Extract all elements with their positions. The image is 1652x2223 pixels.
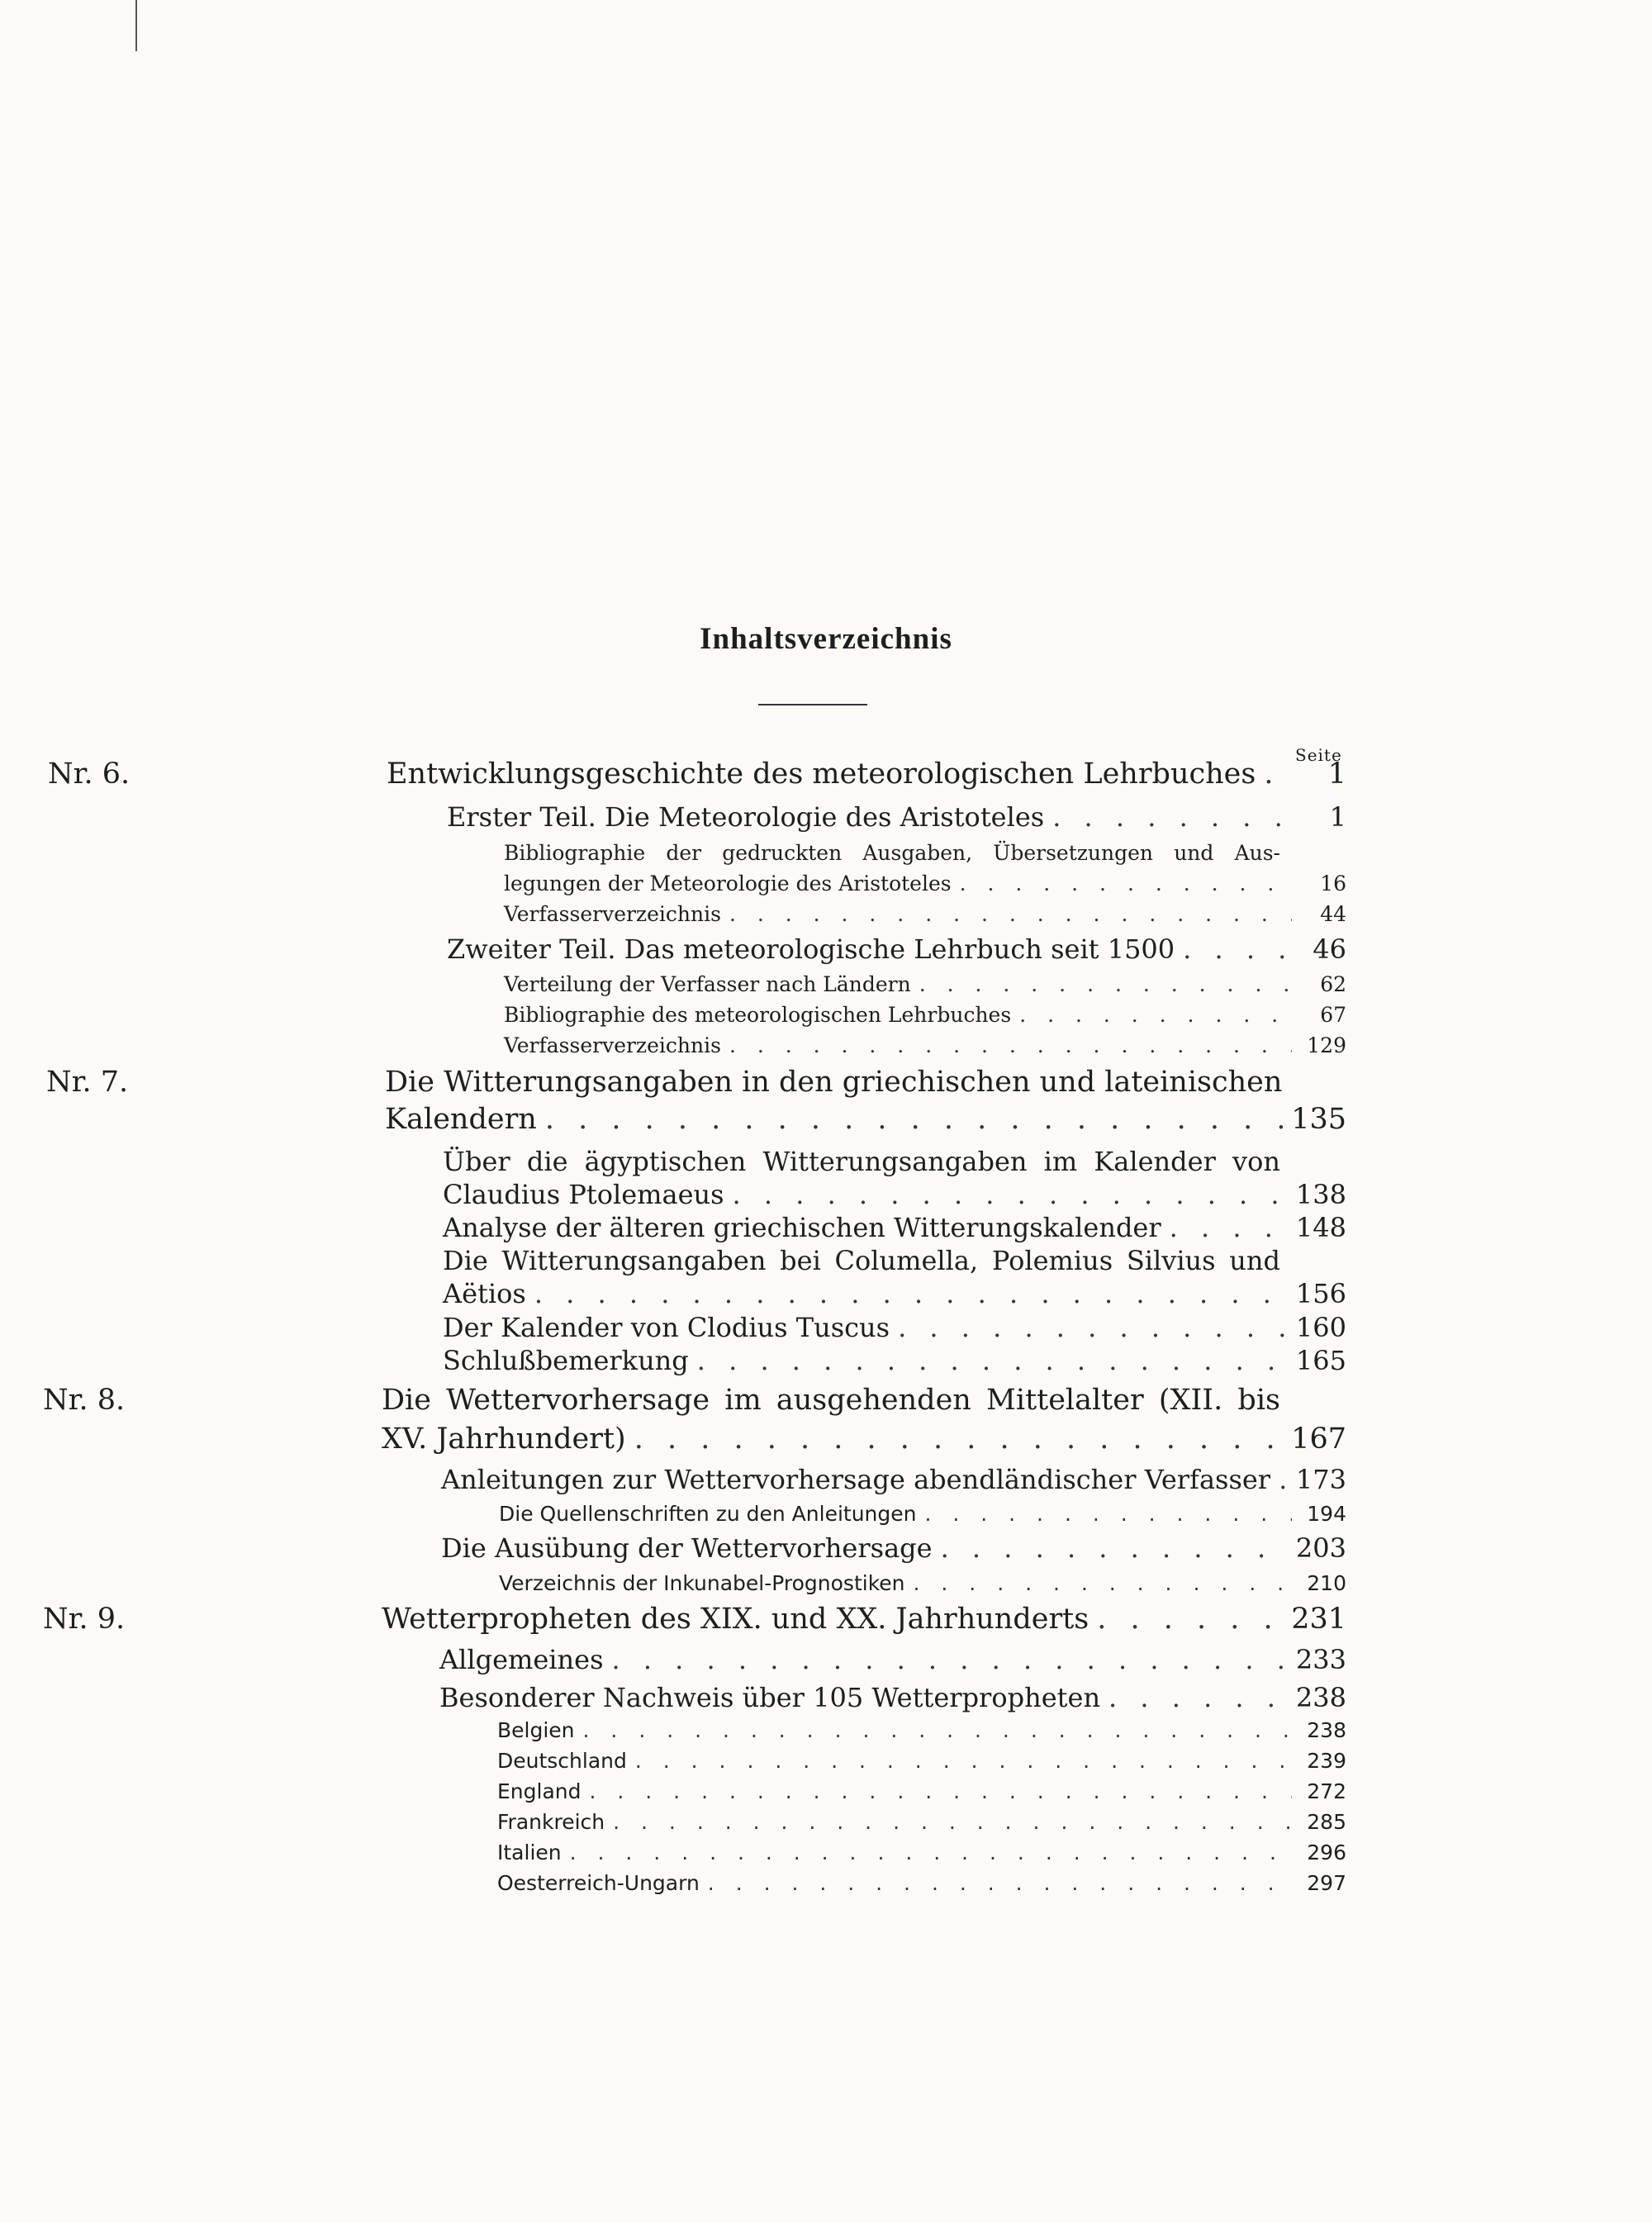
- page-number: 167: [1291, 1423, 1346, 1456]
- page-number: 62: [1320, 972, 1346, 996]
- page-number: 238: [1307, 1718, 1346, 1742]
- entry-title: Entwicklungsgeschichte des meteorologischen Lehrbuches: [387, 758, 1256, 791]
- toc-entry: [443, 1179, 1346, 1210]
- dot-leader: [919, 972, 1292, 996]
- entry-title: XV. Jahrhundert): [382, 1423, 626, 1456]
- section-number: Nr. 8.: [43, 1384, 126, 1417]
- dot-leader: [914, 1571, 1292, 1595]
- toc-country-entry: [497, 1718, 1346, 1742]
- entry-title: legungen der Meteorologie des Aristoteles: [504, 872, 952, 895]
- entry-title: Bibliographie des meteorologischen Lehrbuches: [504, 1003, 1012, 1027]
- entry-title: Die Witterungsangaben in den griechischen und lateinischen: [385, 1066, 1283, 1099]
- entry-title: Kalendern: [385, 1103, 537, 1136]
- entry-title: Verfasserverzeichnis: [504, 1033, 721, 1057]
- section-number: Nr. 7.: [46, 1066, 129, 1099]
- dot-leader: [1019, 1003, 1292, 1027]
- dot-leader: [611, 1644, 1287, 1675]
- toc-entry-nr8-line2: [382, 1423, 1346, 1456]
- entry-title: Schlußbemerkung: [443, 1345, 689, 1376]
- toc-entry: [441, 1532, 1346, 1564]
- page-number: 135: [1291, 1103, 1346, 1136]
- toc-country-entry: [497, 1749, 1346, 1773]
- toc-entry: [443, 1212, 1346, 1243]
- toc-entry: [504, 972, 1346, 996]
- dot-leader: [1170, 1212, 1288, 1243]
- page-number: 173: [1295, 1464, 1346, 1495]
- toc-entry: [439, 1644, 1346, 1675]
- dot-leader: [1052, 801, 1292, 833]
- entry-title: Die Wettervorhersage im ausgehenden Mittelalter (XII. bis: [382, 1384, 1280, 1417]
- toc-country-entry: [497, 1871, 1346, 1895]
- toc-entry: [504, 902, 1346, 926]
- dot-leader: [570, 1841, 1292, 1864]
- dot-leader: [1108, 1682, 1288, 1713]
- page-number: 129: [1307, 1033, 1346, 1057]
- page-number: 46: [1313, 933, 1346, 965]
- entry-title: Der Kalender von Clodius Tuscus: [443, 1312, 890, 1343]
- toc-entry: [447, 933, 1346, 965]
- page-number: 1: [1329, 801, 1346, 833]
- toc-country-entry: [497, 1841, 1346, 1864]
- toc-entry-line: Über die ägyptischen Witterungsangaben im Kalender von: [443, 1146, 1280, 1177]
- toc-entry-nr7-line2: [385, 1103, 1346, 1136]
- entry-title: Wetterpropheten des XIX. und XX. Jahrhunderts: [382, 1603, 1089, 1636]
- toc-country-entry: [497, 1779, 1346, 1803]
- toc-entry: [504, 1003, 1346, 1027]
- entry-title: Analyse der älteren griechischen Witterungskalender: [443, 1212, 1161, 1243]
- entry-title: Claudius Ptolemaeus: [443, 1179, 724, 1210]
- page-number: 1: [1327, 758, 1346, 791]
- toc-country-entry: [497, 1810, 1346, 1834]
- page-number: 233: [1295, 1644, 1346, 1675]
- dot-leader: [733, 1179, 1288, 1210]
- toc-entry-nr6: [48, 758, 1346, 791]
- dot-leader: [1279, 1464, 1288, 1495]
- dot-leader: [1097, 1603, 1283, 1636]
- entry-title: Belgien: [497, 1718, 575, 1742]
- dot-leader: [613, 1810, 1292, 1834]
- entry-title: Italien: [497, 1841, 562, 1864]
- toc-entry-line: Die Witterungsangaben bei Columella, Polemius Silvius und: [443, 1245, 1280, 1276]
- page-number: 16: [1320, 872, 1346, 895]
- toc-entry: [499, 1502, 1346, 1526]
- toc-entry: [443, 1312, 1346, 1343]
- entry-title: Oesterreich-Ungarn: [497, 1871, 700, 1895]
- page-number: 203: [1295, 1532, 1346, 1564]
- toc-entry-nr7-line1: [46, 1066, 1283, 1099]
- margin-line: [135, 0, 137, 51]
- dot-leader: [924, 1502, 1292, 1526]
- entry-title: Verteilung der Verfasser nach Ländern: [504, 972, 911, 996]
- dot-leader: [697, 1345, 1288, 1376]
- dot-leader: [729, 902, 1292, 926]
- page-number: 239: [1307, 1749, 1346, 1773]
- page-number: 156: [1295, 1278, 1346, 1309]
- page-number: 194: [1307, 1502, 1346, 1526]
- entry-title: Frankreich: [497, 1810, 605, 1834]
- entry-title: Anleitungen zur Wettervorhersage abendländischer Verfasser: [441, 1464, 1271, 1495]
- page-title: Inhaltsverzeichnis: [700, 622, 952, 656]
- dot-leader: [583, 1718, 1292, 1742]
- entry-title: Die Ausübung der Wettervorhersage: [441, 1532, 933, 1564]
- page-number: 285: [1307, 1810, 1346, 1834]
- seite-label: Seite: [1295, 745, 1342, 765]
- entry-title: Allgemeines: [439, 1644, 604, 1675]
- toc-entry: [504, 872, 1346, 895]
- page-number: 67: [1320, 1003, 1346, 1027]
- dot-leader: [960, 872, 1292, 895]
- page-number: 296: [1307, 1841, 1346, 1864]
- page-number: 297: [1307, 1871, 1346, 1895]
- page-number: 210: [1307, 1571, 1346, 1595]
- toc-entry: [504, 1033, 1346, 1057]
- toc-entry-nr9: [43, 1603, 1346, 1636]
- toc-entry: [441, 1464, 1346, 1495]
- dot-leader: [534, 1278, 1288, 1309]
- dot-leader: [898, 1312, 1288, 1343]
- page-number: 272: [1307, 1779, 1346, 1803]
- toc-entry: [447, 801, 1346, 833]
- dot-leader: [590, 1779, 1293, 1803]
- toc-entry: [443, 1278, 1346, 1309]
- dot-leader: [708, 1871, 1292, 1895]
- dot-leader: [545, 1103, 1283, 1136]
- entry-title: Zweiter Teil. Das meteorologische Lehrbuch seit 1500: [447, 933, 1175, 965]
- entry-title: Verfasserverzeichnis: [504, 902, 721, 926]
- dot-leader: [1264, 758, 1292, 791]
- page-number: 231: [1291, 1603, 1346, 1636]
- entry-title: Deutschland: [497, 1749, 627, 1773]
- page-number: 138: [1295, 1179, 1346, 1210]
- entry-title: Die Quellenschriften zu den Anleitungen: [499, 1502, 917, 1526]
- page-number: 44: [1320, 902, 1346, 926]
- entry-title: Verzeichnis der Inkunabel-Prognostiken: [499, 1571, 905, 1595]
- entry-title: England: [497, 1779, 582, 1803]
- dot-leader: [634, 1423, 1283, 1456]
- toc-entry-line: Bibliographie der gedruckten Ausgaben, Übersetzungen und Aus-: [504, 841, 1280, 865]
- section-number: Nr. 6.: [48, 758, 131, 791]
- title-rule: [758, 704, 867, 705]
- dot-leader: [1183, 933, 1292, 965]
- page-number: 148: [1295, 1212, 1346, 1243]
- toc-entry: [443, 1345, 1346, 1376]
- dot-leader: [941, 1532, 1288, 1564]
- toc-entry-nr8-line1: [43, 1384, 1280, 1417]
- entry-title: Besonderer Nachweis über 105 Wetterpropheten: [439, 1682, 1101, 1713]
- page-number: 238: [1295, 1682, 1346, 1713]
- entry-title: Erster Teil. Die Meteorologie des Aristoteles: [447, 801, 1045, 833]
- toc-entry: [499, 1571, 1346, 1595]
- entry-title: Aëtios: [443, 1278, 526, 1309]
- dot-leader: [729, 1033, 1292, 1057]
- dot-leader: [635, 1749, 1292, 1773]
- section-number: Nr. 9.: [43, 1603, 126, 1636]
- toc-entry: [439, 1682, 1346, 1713]
- page-number: 160: [1295, 1312, 1346, 1343]
- page-number: 165: [1295, 1345, 1346, 1376]
